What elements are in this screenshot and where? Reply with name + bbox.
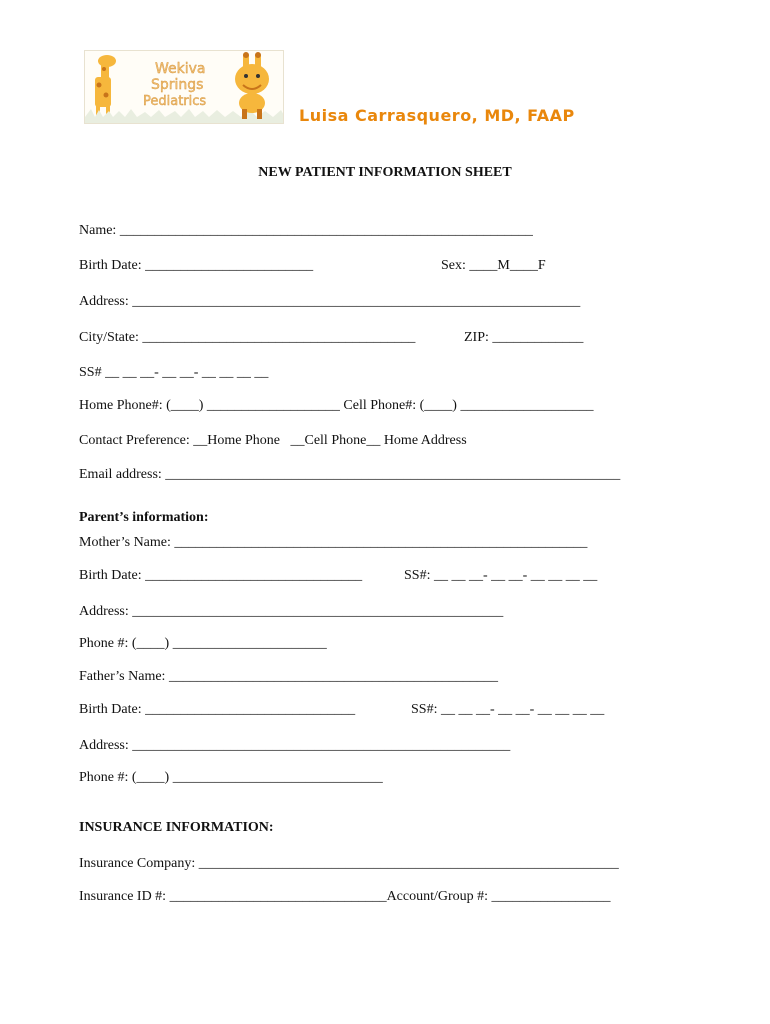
logo-word-2: Springs <box>151 77 204 93</box>
birth-date-field[interactable]: Birth Date: ________________________ <box>79 258 314 273</box>
father-address-field[interactable]: Address: ______________________________________________________ <box>79 738 511 753</box>
phone-fields[interactable]: Home Phone#: (____) ___________________ Cell Phone#: (____) ___________________ <box>79 398 594 413</box>
logo-word-3: Pediatrics <box>143 94 207 109</box>
city-state-field[interactable]: City/State: _______________________________________ <box>79 330 416 345</box>
email-field[interactable]: Email address: _________________________________________________________________ <box>79 467 621 482</box>
father-birth-date-field[interactable]: Birth Date: ______________________________ <box>79 702 356 717</box>
address-field[interactable]: Address: ________________________________________________________________ <box>79 294 581 309</box>
name-field[interactable]: Name: ___________________________________________________________ <box>79 223 533 238</box>
insurance-company-field[interactable]: Insurance Company: ____________________________________________________________ <box>79 856 619 871</box>
doctor-name: Luisa Carrasquero, MD, FAAP <box>299 106 575 125</box>
insurance-id-account-field[interactable]: Insurance ID #: _______________________________Account/Group #: _________________ <box>79 889 611 904</box>
mother-address-field[interactable]: Address: _____________________________________________________ <box>79 604 504 619</box>
father-phone-field[interactable]: Phone #: (____) ______________________________ <box>79 770 383 785</box>
ssn-field[interactable]: SS# __ __ __- __ __- __ __ __ __ <box>79 365 269 380</box>
contact-preference-field[interactable]: Contact Preference: __Home Phone __Cell Phone__ Home Address <box>79 433 467 448</box>
father-name-field[interactable]: Father’s Name: _______________________________________________ <box>79 669 498 684</box>
mother-name-field[interactable]: Mother’s Name: ___________________________________________________________ <box>79 535 588 550</box>
page-title: NEW PATIENT INFORMATION SHEET <box>258 165 512 180</box>
insurance-heading: INSURANCE INFORMATION: <box>79 820 274 835</box>
mother-birth-date-field[interactable]: Birth Date: _______________________________ <box>79 568 363 583</box>
parents-heading: Parent’s information: <box>79 510 209 525</box>
mother-phone-field[interactable]: Phone #: (____) ______________________ <box>79 636 327 651</box>
father-ssn-field[interactable]: SS#: __ __ __- __ __- __ __ __ __ <box>411 702 605 717</box>
mother-ssn-field[interactable]: SS#: __ __ __- __ __- __ __ __ __ <box>404 568 598 583</box>
practice-logo <box>84 50 284 124</box>
giraffe-left-icon <box>95 55 116 115</box>
sex-field[interactable]: Sex: ____M____F <box>441 258 546 273</box>
logo-word-1: Wekiva <box>155 61 206 77</box>
giraffe-right-icon <box>235 52 269 119</box>
zip-field[interactable]: ZIP: _____________ <box>464 330 584 345</box>
